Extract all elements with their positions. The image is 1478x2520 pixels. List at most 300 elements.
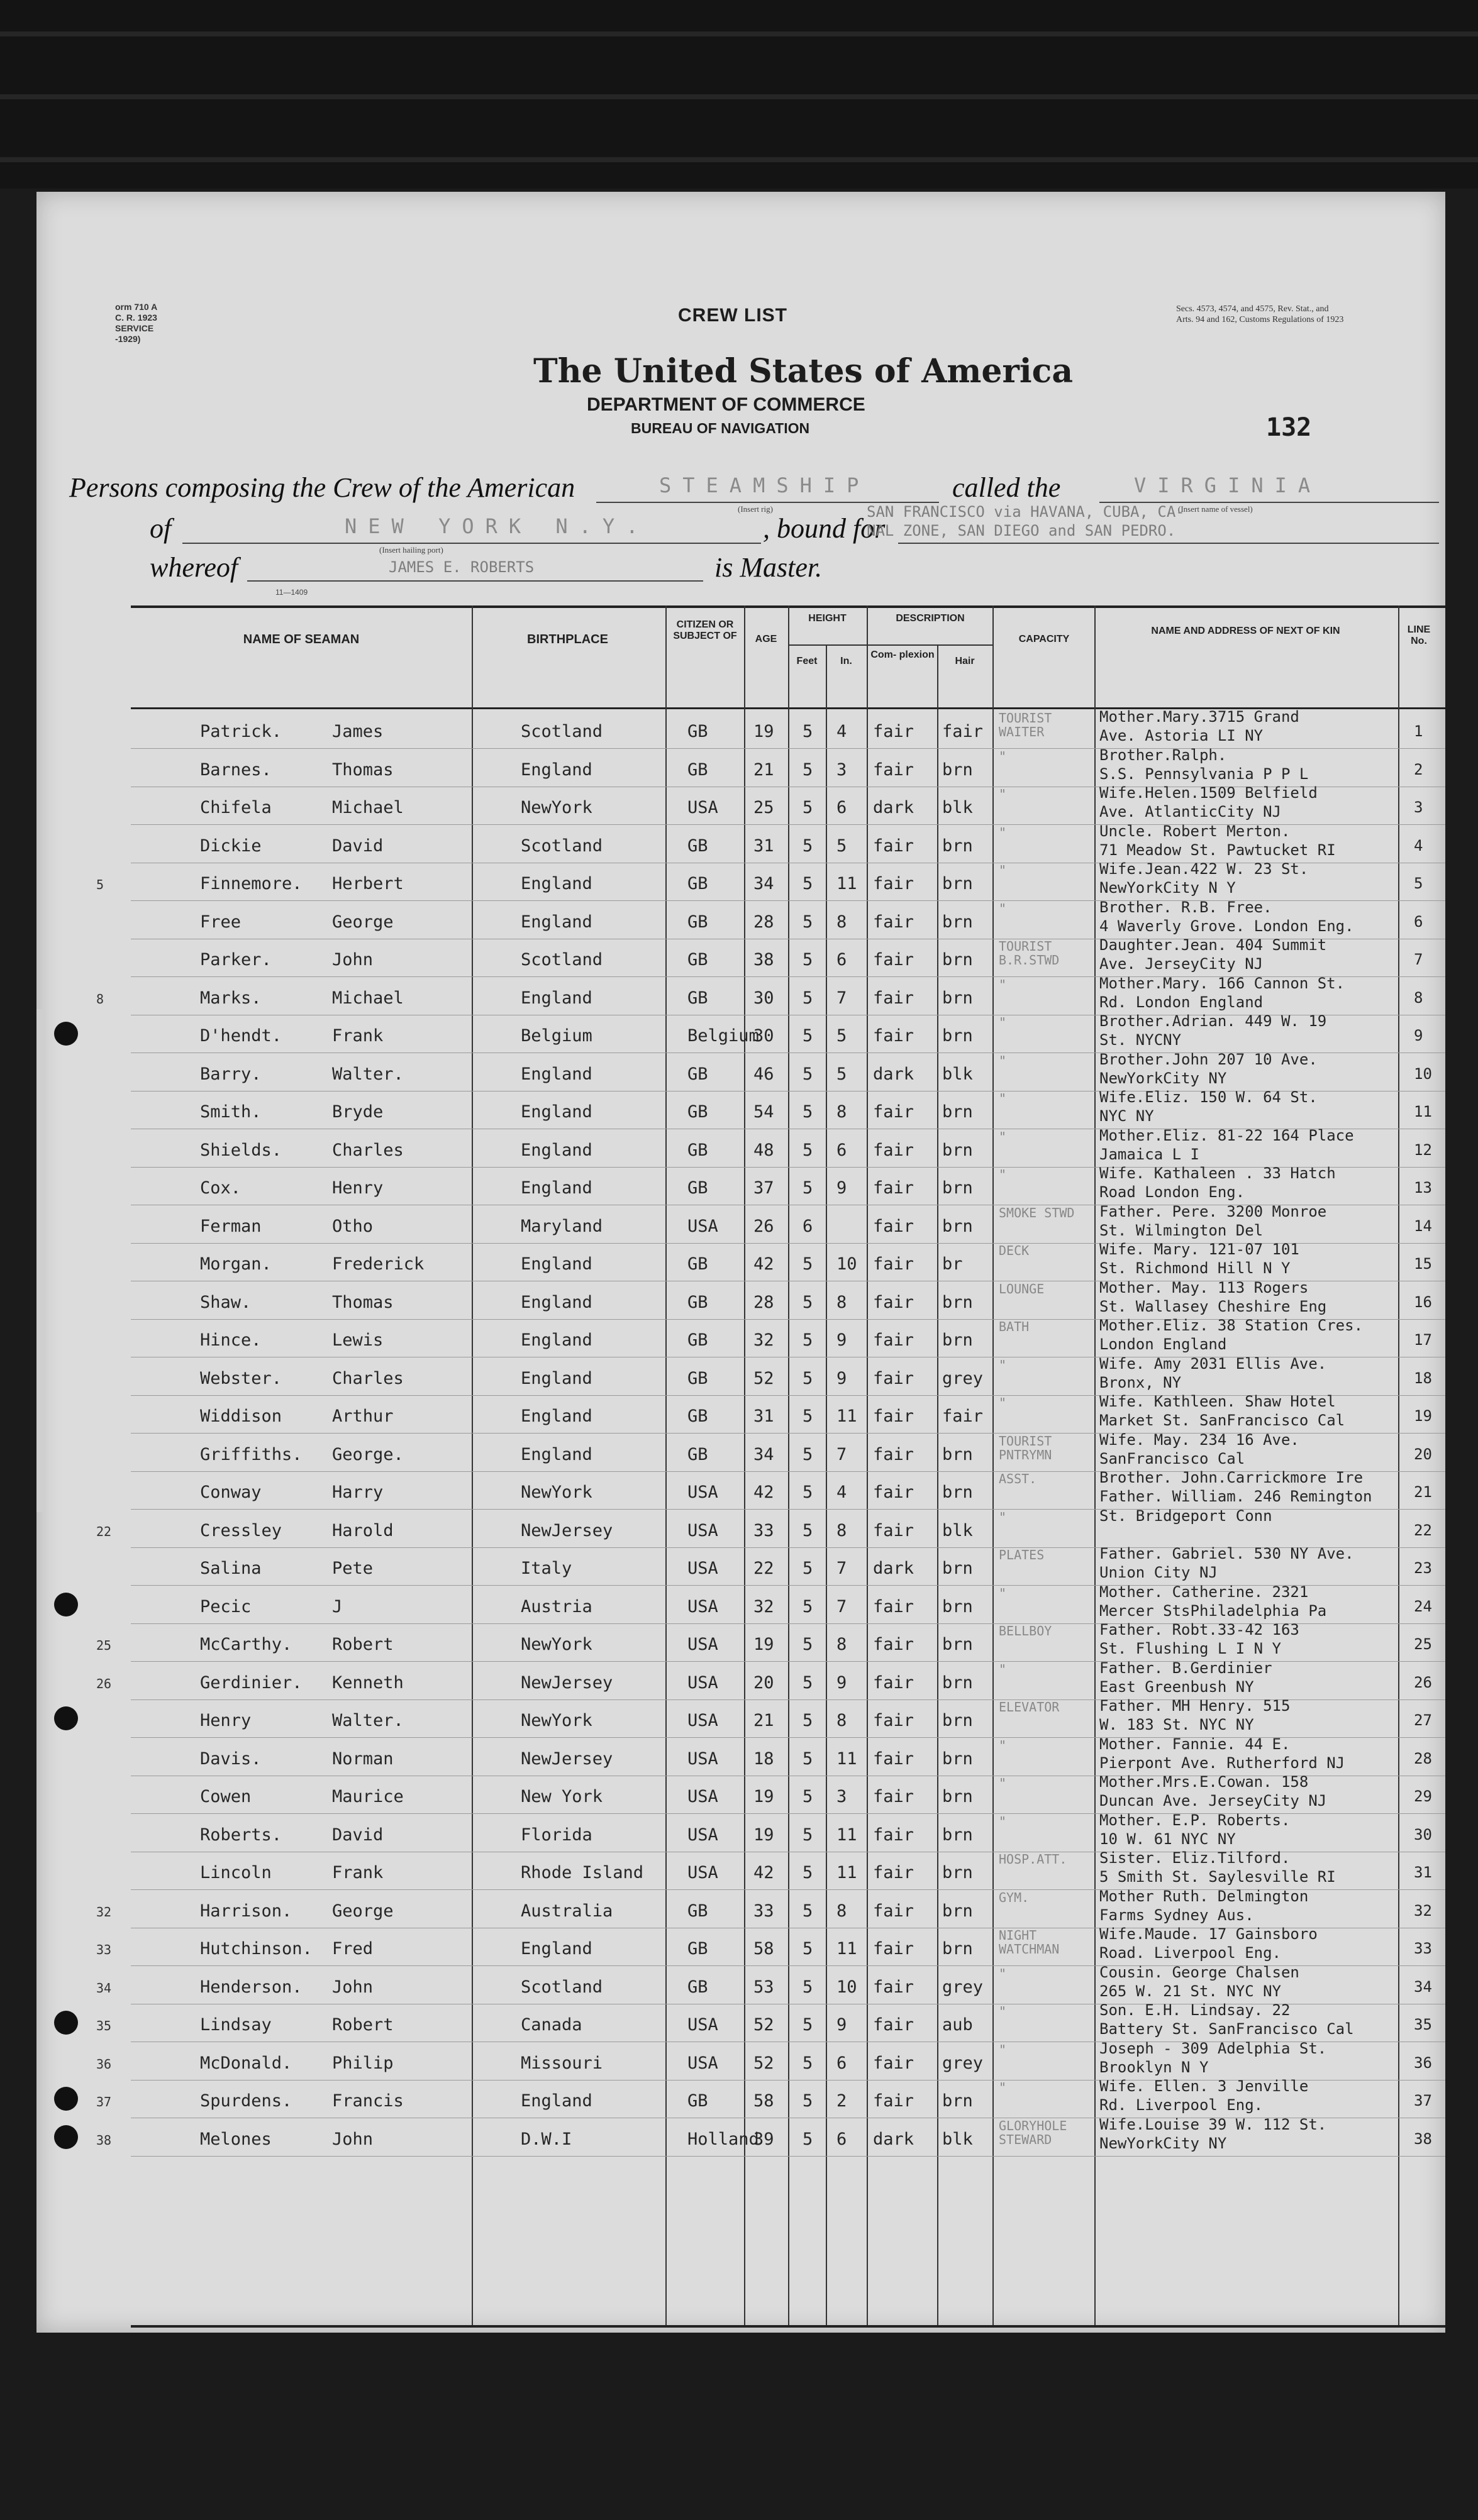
capacity: TOURIST WAITER (999, 710, 1052, 739)
height-inches: 11 (836, 1406, 857, 1426)
next-of-kin: Wife. Amy 2031 Ellis Ave. Bronx, NY (1099, 1354, 1327, 1391)
seaman-given-name: Charles (332, 1140, 404, 1160)
hair-color: brn (942, 1672, 973, 1693)
height-feet: 5 (803, 1064, 813, 1084)
seaman-given-name: Pete (332, 1559, 374, 1578)
age: 26 (753, 1216, 774, 1236)
capacity: " (999, 1965, 1007, 1981)
table-row (131, 822, 1445, 863)
birthplace: NewYork (521, 1711, 592, 1730)
complexion: fair (873, 988, 914, 1008)
table-row (131, 1545, 1445, 1586)
col-height: HEIGHT (808, 613, 847, 624)
height-inches: 8 (836, 1635, 847, 1654)
height-inches: 9 (836, 1178, 847, 1198)
citizenship: USA (687, 1711, 718, 1730)
margin-line-number: 33 (96, 1942, 112, 1957)
seaman-surname: Barry. (200, 1064, 262, 1084)
next-of-kin: Joseph - 309 Adelphia St. Brooklyn N Y (1099, 2039, 1327, 2076)
line-number: 23 (1414, 1559, 1432, 1577)
line-number: 10 (1414, 1064, 1432, 1083)
vessel-type: STEAMSHIP (659, 473, 870, 497)
table-row (131, 746, 1445, 787)
table-row (131, 1811, 1445, 1852)
statute-reference: Secs. 4573, 4574, and 4575, Rev. Stat., and Arts. 94 and 162, Customs Regulations of 1923 (1176, 304, 1344, 324)
height-feet: 5 (803, 1787, 813, 1806)
citizenship: USA (687, 1635, 718, 1654)
birthplace: England (521, 1292, 592, 1312)
citizenship: USA (687, 2053, 718, 2073)
country-title: The United States of America (533, 352, 1074, 390)
complexion: fair (873, 1406, 914, 1426)
seaman-surname: Ferman (200, 1216, 262, 1236)
complexion: fair (873, 1939, 914, 1959)
line-number: 18 (1414, 1369, 1432, 1387)
height-feet: 5 (803, 1749, 813, 1769)
hair-color: brn (942, 1749, 973, 1769)
next-of-kin: Mother.Mary. 166 Cannon St. Rd. London England (1099, 974, 1345, 1011)
col-next-of-kin: NAME AND ADDRESS OF NEXT OF KIN (1151, 626, 1340, 636)
height-feet: 5 (803, 1406, 813, 1426)
height-inches: 9 (836, 1672, 847, 1693)
capacity: " (999, 748, 1007, 764)
height-feet: 5 (803, 722, 813, 741)
height-feet: 5 (803, 2015, 813, 2035)
seaman-given-name: Walter. (332, 1064, 404, 1084)
seaman-given-name: John (332, 1977, 374, 1997)
birthplace: England (521, 874, 592, 893)
hair-color: br (942, 1254, 963, 1274)
age: 37 (753, 1178, 774, 1198)
age: 30 (753, 1026, 774, 1046)
age: 42 (753, 1254, 774, 1274)
table-row (131, 1469, 1445, 1510)
capacity: TOURIST PNTRYMN (999, 1433, 1052, 1462)
next-of-kin: Wife.Eliz. 150 W. 64 St. NYC NY (1099, 1088, 1318, 1125)
hair-color: blk (942, 1520, 973, 1540)
height-inches: 9 (836, 1330, 847, 1350)
capacity: " (999, 863, 1007, 878)
seaman-given-name: John (332, 2129, 374, 2149)
height-feet: 5 (803, 988, 813, 1008)
seaman-surname: McDonald. (200, 2053, 292, 2073)
seaman-given-name: Harry (332, 1483, 384, 1502)
destination-line-2: NAL ZONE, SAN DIEGO and SAN PEDRO. (867, 522, 1176, 539)
next-of-kin: Mother.Eliz. 38 Station Cres. London England (1099, 1317, 1364, 1353)
capacity: ELEVATOR (999, 1699, 1060, 1715)
birthplace: England (521, 1254, 592, 1274)
complexion: fair (873, 836, 914, 856)
capacity: " (999, 900, 1007, 916)
birthplace: New York (521, 1787, 603, 1806)
col-complexion: Com- plexion (870, 649, 935, 660)
seaman-given-name: David (332, 836, 384, 856)
birthplace: Scotland (521, 950, 603, 970)
line-number: 31 (1414, 1864, 1432, 1881)
capacity: GLORYHOLE STEWARD (999, 2118, 1067, 2147)
height-inches: 6 (836, 798, 847, 817)
age: 52 (753, 2015, 774, 2035)
age: 33 (753, 1901, 774, 1921)
col-description: DESCRIPTION (896, 613, 965, 624)
next-of-kin: Mother Ruth. Delmington Farms Sydney Aus. (1099, 1887, 1309, 1924)
height-inches: 4 (836, 1483, 847, 1502)
table-row (131, 2001, 1445, 2042)
seaman-given-name: Norman (332, 1749, 394, 1769)
birthplace: Belgium (521, 1026, 592, 1046)
table-row (131, 1050, 1445, 1091)
hair-color: brn (942, 1825, 973, 1845)
height-feet: 5 (803, 760, 813, 780)
complexion: fair (873, 2091, 914, 2111)
age: 42 (753, 1863, 774, 1882)
label-of: of (150, 513, 172, 544)
citizenship: USA (687, 798, 718, 817)
age: 28 (753, 1292, 774, 1312)
label-whereof: whereof (150, 552, 238, 583)
height-inches: 11 (836, 874, 857, 893)
birthplace: Scotland (521, 836, 603, 856)
complexion: fair (873, 1749, 914, 1769)
seaman-given-name: Herbert (332, 874, 404, 893)
birthplace: NewJersey (521, 1520, 613, 1540)
seaman-surname: Marks. (200, 988, 262, 1008)
table-row (131, 784, 1445, 825)
next-of-kin: Mother.Mary.3715 Grand Ave. Astoria LI NY (1099, 708, 1299, 744)
capacity: " (999, 1129, 1007, 1144)
age: 46 (753, 1064, 774, 1084)
seaman-given-name: Charles (332, 1368, 404, 1388)
table-row (131, 1202, 1445, 1244)
height-inches: 7 (836, 988, 847, 1008)
seaman-given-name: Frank (332, 1026, 384, 1046)
label-bound: , bound for (763, 513, 886, 544)
seaman-given-name: Philip (332, 2053, 394, 2073)
citizenship: GB (687, 1444, 708, 1464)
birthplace: England (521, 1064, 592, 1084)
seaman-surname: Salina (200, 1559, 262, 1578)
citizenship: GB (687, 1140, 708, 1160)
height-feet: 5 (803, 1977, 813, 1997)
line-number: 38 (1414, 2130, 1432, 2148)
complexion: fair (873, 1520, 914, 1540)
seaman-given-name: Maurice (332, 1787, 404, 1806)
height-feet: 5 (803, 2091, 813, 2111)
height-inches: 2 (836, 2091, 847, 2111)
punch-hole (54, 2087, 78, 2111)
table-row (131, 1849, 1445, 1890)
height-inches: 7 (836, 1559, 847, 1578)
table-row (131, 1241, 1445, 1281)
margin-line-number: 5 (96, 877, 104, 892)
seaman-surname: Lincoln (200, 1863, 272, 1882)
hair-color: brn (942, 2091, 973, 2111)
seaman-surname: Parker. (200, 950, 272, 970)
crew-list-form (36, 192, 1445, 2333)
table-row (131, 708, 1445, 749)
citizenship: USA (687, 1520, 718, 1540)
height-inches: 11 (836, 1749, 857, 1769)
capacity: " (999, 1813, 1007, 1829)
label-persons: Persons composing the Crew of the American (69, 472, 575, 503)
citizenship: GB (687, 1368, 708, 1388)
complexion: fair (873, 1026, 914, 1046)
seaman-given-name: Frederick (332, 1254, 425, 1274)
seaman-surname: Hince. (200, 1330, 262, 1350)
seaman-given-name: James (332, 722, 384, 741)
height-feet: 5 (803, 1520, 813, 1540)
hint-vessel: (Insert name of vessel) (1178, 504, 1253, 514)
seaman-surname: Widdison (200, 1406, 282, 1426)
hair-color: grey (942, 1368, 984, 1388)
seaman-surname: Gerdinier. (200, 1672, 303, 1693)
seaman-surname: Roberts. (200, 1825, 282, 1845)
seaman-surname: Patrick. (200, 722, 282, 741)
hair-color: brn (942, 1216, 973, 1236)
complexion: fair (873, 1825, 914, 1845)
table-row (131, 1583, 1445, 1624)
table-row (131, 1354, 1445, 1396)
capacity: " (999, 1585, 1007, 1601)
line-number: 6 (1414, 912, 1423, 931)
table-row (131, 1925, 1445, 1966)
complexion: dark (873, 1064, 914, 1084)
seaman-given-name: Michael (332, 798, 404, 817)
table-row (131, 2077, 1445, 2118)
complexion: fair (873, 1596, 914, 1616)
complexion: fair (873, 1787, 914, 1806)
seaman-surname: Cox. (200, 1178, 242, 1198)
birthplace: Rhode Island (521, 1863, 644, 1882)
line-number: 1 (1414, 722, 1423, 740)
complexion: fair (873, 1254, 914, 1274)
punch-hole (54, 2011, 78, 2035)
seaman-given-name: George (332, 912, 394, 932)
height-feet: 5 (803, 2053, 813, 2073)
next-of-kin: Uncle. Robert Merton. 71 Meadow St. Pawtucket RI (1099, 822, 1336, 859)
line-number: 11 (1414, 1103, 1432, 1120)
hair-color: brn (942, 760, 973, 780)
line-number: 22 (1414, 1521, 1432, 1539)
seaman-given-name: Thomas (332, 760, 394, 780)
complexion: fair (873, 950, 914, 970)
hair-color: fair (942, 722, 984, 741)
height-inches: 8 (836, 1520, 847, 1540)
capacity: " (999, 2080, 1007, 2095)
birthplace: NewYork (521, 1635, 592, 1654)
citizenship: GB (687, 722, 708, 741)
height-feet: 5 (803, 1711, 813, 1730)
citizenship: GB (687, 1939, 708, 1959)
line-number: 7 (1414, 951, 1423, 968)
age: 32 (753, 1596, 774, 1616)
height-feet: 5 (803, 1596, 813, 1616)
next-of-kin: Brother.John 207 10 Ave. NewYorkCity NY (1099, 1050, 1318, 1087)
birthplace: England (521, 1178, 592, 1198)
age: 19 (753, 1825, 774, 1845)
line-number: 29 (1414, 1788, 1432, 1805)
next-of-kin: Mother.Mrs.E.Cowan. 158 Duncan Ave. JerseyCity NJ (1099, 1773, 1327, 1810)
table-row (131, 936, 1445, 977)
next-of-kin: Daughter.Jean. 404 Summit Ave. JerseyCity NJ (1099, 936, 1327, 973)
line-number: 28 (1414, 1749, 1432, 1767)
height-inches: 5 (836, 836, 847, 856)
birthplace: England (521, 1368, 592, 1388)
vessel-name: VIRGINIA (1134, 473, 1322, 497)
capacity: " (999, 787, 1007, 802)
capacity: " (999, 1167, 1007, 1182)
next-of-kin: Mother. May. 113 Rogers St. Wallasey Cheshire Eng (1099, 1278, 1327, 1315)
line-number: 34 (1414, 1977, 1432, 1996)
capacity: PLATES (999, 1547, 1045, 1562)
complexion: fair (873, 1330, 914, 1350)
margin-line-number: 38 (96, 2132, 112, 2148)
complexion: fair (873, 1977, 914, 1997)
height-inches: 8 (836, 1292, 847, 1312)
birthplace: Austria (521, 1596, 592, 1616)
next-of-kin: Wife. Kathleen. Shaw Hotel Market St. SanFrancisco Cal (1099, 1393, 1345, 1429)
citizenship: USA (687, 1825, 718, 1845)
next-of-kin: Father. Robt.33-42 163 St. Flushing L I N Y (1099, 1621, 1299, 1657)
table-row (131, 1506, 1445, 1548)
line-number: 37 (1414, 2092, 1432, 2109)
complexion: fair (873, 2053, 914, 2073)
hair-color: brn (942, 1787, 973, 1806)
seaman-surname: Finnemore. (200, 874, 303, 893)
citizenship: USA (687, 2015, 718, 2035)
table-row (131, 1887, 1445, 1928)
label-master: is Master. (714, 552, 823, 583)
line-number: 25 (1414, 1635, 1432, 1653)
hair-color: brn (942, 950, 973, 970)
height-feet: 6 (803, 1216, 813, 1236)
line-number: 9 (1414, 1027, 1423, 1044)
next-of-kin: Cousin. George Chalsen 265 W. 21 St. NYC NY (1099, 1963, 1299, 2000)
age: 30 (753, 988, 774, 1008)
complexion: dark (873, 1559, 914, 1578)
citizenship: GB (687, 1064, 708, 1084)
birthplace: NewJersey (521, 1749, 613, 1769)
complexion: fair (873, 722, 914, 741)
height-feet: 5 (803, 1825, 813, 1845)
age: 28 (753, 912, 774, 932)
complexion: fair (873, 2015, 914, 2035)
seaman-surname: Lindsay (200, 2015, 272, 2035)
margin-line-number: 8 (96, 991, 104, 1007)
age: 25 (753, 798, 774, 817)
citizenship: GB (687, 1102, 708, 1122)
table-row (131, 1621, 1445, 1662)
table-row (131, 974, 1445, 1015)
hair-color: brn (942, 1483, 973, 1502)
line-number: 2 (1414, 760, 1423, 778)
margin-line-number: 37 (96, 2094, 112, 2109)
citizenship: GB (687, 1292, 708, 1312)
hair-color: brn (942, 836, 973, 856)
next-of-kin: Sister. Eliz.Tilford. 5 Smith St. Saylesville RI (1099, 1849, 1336, 1886)
complexion: fair (873, 1140, 914, 1160)
height-inches: 7 (836, 1596, 847, 1616)
hair-color: grey (942, 1977, 984, 1997)
next-of-kin: Mother. Catherine. 2321 Mercer StsPhiladelphia Pa (1099, 1583, 1327, 1620)
hair-color: brn (942, 1178, 973, 1198)
capacity: " (999, 976, 1007, 992)
age: 19 (753, 1635, 774, 1654)
hair-color: brn (942, 874, 973, 893)
citizenship: GB (687, 912, 708, 932)
height-feet: 5 (803, 1901, 813, 1921)
seaman-surname: Cressley (200, 1520, 282, 1540)
capacity: " (999, 1053, 1007, 1068)
birthplace: England (521, 1406, 592, 1426)
next-of-kin: Wife.Maude. 17 Gainsboro Road. Liverpool Eng. (1099, 1925, 1318, 1962)
next-of-kin: Brother.Ralph. S.S. Pennsylvania P P L (1099, 746, 1309, 783)
capacity: ASST. (999, 1471, 1037, 1486)
height-feet: 5 (803, 798, 813, 817)
seaman-given-name: Lewis (332, 1330, 384, 1350)
col-birthplace: BIRTHPLACE (527, 633, 608, 646)
line-number: 5 (1414, 875, 1423, 892)
birthplace: Florida (521, 1825, 592, 1845)
birthplace: Scotland (521, 722, 603, 741)
age: 38 (753, 950, 774, 970)
height-feet: 5 (803, 950, 813, 970)
age: 54 (753, 1102, 774, 1122)
hair-color: blk (942, 798, 973, 817)
age: 31 (753, 1406, 774, 1426)
height-feet: 5 (803, 836, 813, 856)
height-feet: 5 (803, 1444, 813, 1464)
table-row (131, 1012, 1445, 1053)
seaman-surname: Henry (200, 1711, 252, 1730)
col-hair: Hair (955, 656, 975, 666)
citizenship: USA (687, 1787, 718, 1806)
destination-line-1: SAN FRANCISCO via HAVANA, CUBA, CA- (867, 503, 1185, 521)
line-number: 19 (1414, 1407, 1432, 1425)
citizenship: USA (687, 1863, 718, 1882)
seaman-given-name: Michael (332, 988, 404, 1008)
citizenship: GB (687, 1178, 708, 1198)
age: 34 (753, 874, 774, 893)
complexion: dark (873, 2129, 914, 2149)
birthplace: Missouri (521, 2053, 603, 2073)
citizenship: GB (687, 836, 708, 856)
seaman-surname: Hutchinson. (200, 1939, 313, 1959)
birthplace: England (521, 1102, 592, 1122)
table-row (131, 1164, 1445, 1205)
seaman-surname: Spurdens. (200, 2091, 292, 2111)
line-number: 21 (1414, 1483, 1432, 1501)
citizenship: USA (687, 1749, 718, 1769)
next-of-kin: Father. Gabriel. 530 NY Ave. Union City NJ (1099, 1545, 1354, 1581)
seaman-surname: Chifela (200, 798, 272, 817)
height-feet: 5 (803, 1140, 813, 1160)
age: 32 (753, 1330, 774, 1350)
next-of-kin: Wife.Louise 39 W. 112 St. NewYorkCity NY (1099, 2115, 1327, 2152)
height-feet: 5 (803, 1483, 813, 1502)
height-inches: 6 (836, 2129, 847, 2149)
hair-color: brn (942, 912, 973, 932)
seaman-given-name: Otho (332, 1216, 374, 1236)
height-inches: 7 (836, 1444, 847, 1464)
height-inches: 3 (836, 1787, 847, 1806)
height-feet: 5 (803, 2129, 813, 2149)
birthplace: England (521, 1444, 592, 1464)
line-number: 17 (1414, 1331, 1432, 1349)
bureau-title: BUREAU OF NAVIGATION (631, 420, 810, 436)
height-feet: 5 (803, 1254, 813, 1274)
line-number: 8 (1414, 988, 1423, 1007)
